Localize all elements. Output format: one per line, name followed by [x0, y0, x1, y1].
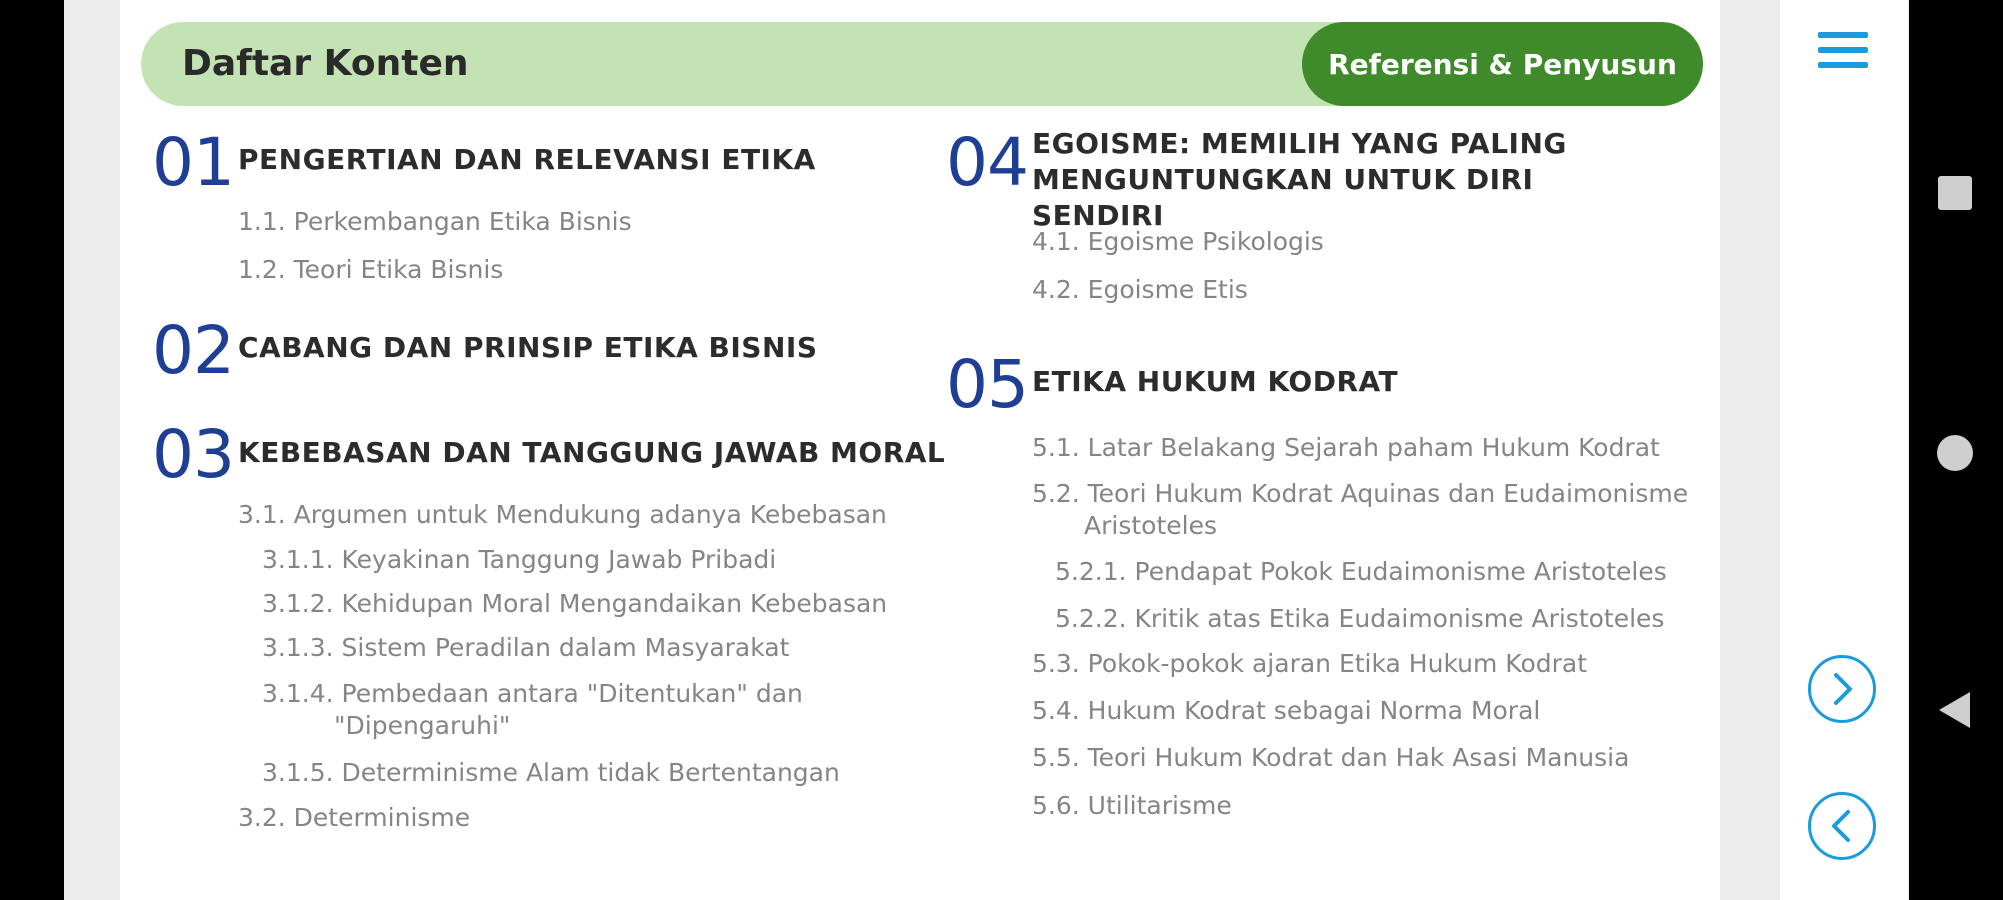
toc-item[interactable]: 3.2. Determinisme — [238, 803, 471, 832]
toc-item[interactable]: 3.1. Argumen untuk Mendukung adanya Kebebasan — [238, 500, 887, 529]
toc-item[interactable]: 5.5. Teori Hukum Kodrat dan Hak Asasi Manusia — [1032, 743, 1630, 772]
section-number: 03 — [152, 416, 234, 493]
toc-item[interactable]: 1.1. Perkembangan Etika Bisnis — [238, 207, 632, 236]
right-side-panel — [1780, 0, 1908, 900]
toc-item[interactable]: 5.4. Hukum Kodrat sebagai Norma Moral — [1032, 696, 1541, 725]
toc-item[interactable]: 5.1. Latar Belakang Sejarah paham Hukum Kodrat — [1032, 433, 1660, 462]
toc-item[interactable]: 5.6. Utilitarisme — [1032, 791, 1232, 820]
menu-line — [1818, 47, 1868, 53]
section-number: 04 — [946, 124, 1028, 201]
back-triangle-glyph — [1936, 690, 1974, 730]
left-black-bar — [0, 0, 64, 900]
toc-subitem[interactable]: 3.1.5. Determinisme Alam tidak Bertentangan — [262, 758, 840, 787]
android-home-icon[interactable] — [1937, 435, 1973, 471]
menu-line — [1818, 62, 1868, 68]
hamburger-menu-icon[interactable] — [1818, 28, 1868, 72]
toc-item[interactable]: 4.2. Egoisme Etis — [1032, 275, 1248, 304]
toc-subitem[interactable]: 3.1.3. Sistem Peradilan dalam Masyarakat — [262, 633, 790, 662]
chevron-right-glyph — [1811, 658, 1873, 720]
page-title: Daftar Konten — [182, 43, 469, 84]
reference-authors-button[interactable]: Referensi & Penyusun — [1302, 22, 1703, 106]
section-number: 02 — [152, 312, 234, 389]
toc-item[interactable]: 5.2. Teori Hukum Kodrat Aquinas dan Eudaimonisme Aristoteles — [1032, 479, 1689, 540]
chevron-right-circle-icon[interactable] — [1808, 655, 1876, 723]
section-number: 01 — [152, 124, 234, 201]
toc-item[interactable]: 1.2. Teori Etika Bisnis — [238, 255, 504, 284]
section-title[interactable]: KEBEBASAN DAN TANGGUNG JAWAB MORAL — [238, 436, 946, 469]
section-title[interactable]: EGOISME: MEMILIH YANG PALING MENGUNTUNGKAN UNTUK DIRI SENDIRI — [1032, 127, 1567, 232]
chevron-left-glyph — [1811, 795, 1873, 857]
section-title[interactable]: ETIKA HUKUM KODRAT — [1032, 365, 1399, 398]
toc-subitem[interactable]: 5.2.1. Pendapat Pokok Eudaimonisme Aristoteles — [1055, 557, 1667, 586]
toc-subitem[interactable]: 5.2.2. Kritik atas Etika Eudaimonisme Aristoteles — [1055, 604, 1665, 633]
toc-item[interactable]: 4.1. Egoisme Psikologis — [1032, 227, 1324, 256]
toc-subitem[interactable]: 3.1.1. Keyakinan Tanggung Jawab Pribadi — [262, 545, 777, 574]
section-number: 05 — [946, 346, 1028, 423]
android-recents-icon[interactable] — [1938, 176, 1972, 210]
toc-item[interactable]: 5.3. Pokok-pokok ajaran Etika Hukum Kodrat — [1032, 649, 1588, 678]
toc-subitem[interactable]: 3.1.4. Pembedaan antara "Ditentukan" dan "Dipengaruhi" — [262, 679, 803, 740]
section-title[interactable]: CABANG DAN PRINSIP ETIKA BISNIS — [238, 331, 818, 364]
android-back-icon[interactable] — [1936, 690, 1974, 730]
toc-subitem[interactable]: 3.1.2. Kehidupan Moral Mengandaikan Kebebasan — [262, 589, 888, 618]
menu-line — [1818, 32, 1868, 38]
section-title[interactable]: PENGERTIAN DAN RELEVANSI ETIKA — [238, 143, 816, 176]
chevron-left-circle-icon[interactable] — [1808, 792, 1876, 860]
